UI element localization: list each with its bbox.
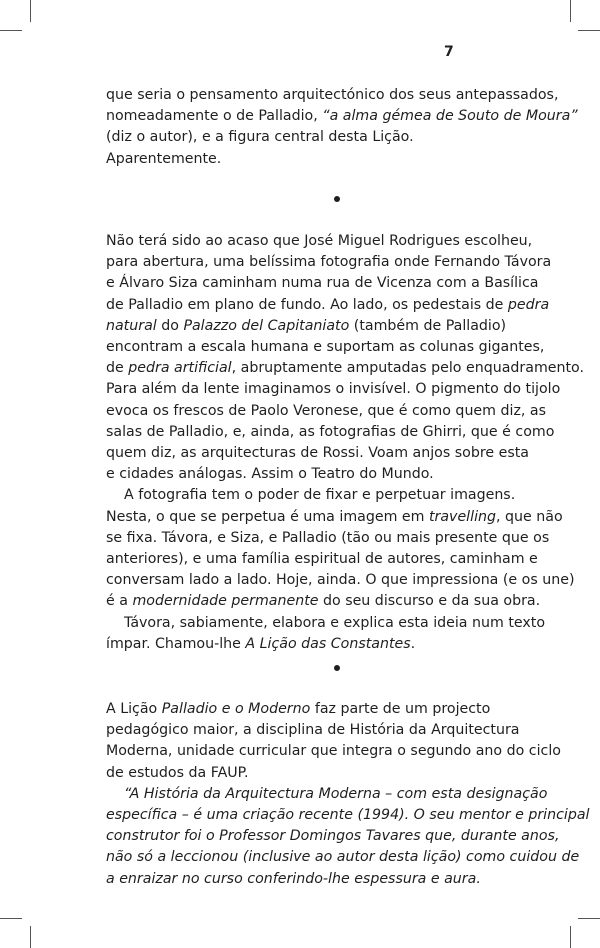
text-line	[106, 422, 555, 443]
italic-text: “A História da Arquitectura Moderna – com esta designação	[124, 785, 548, 802]
text-run: é a	[106, 593, 133, 610]
text-run: conversam lado a lado. Hoje, ainda. O que impressiona (e os une)	[106, 572, 575, 589]
text-line	[106, 295, 550, 316]
text-run: do	[156, 317, 184, 334]
text-line	[106, 507, 563, 528]
text-run: evoca os frescos de Paolo Veronese, que é como quem diz, as	[106, 402, 546, 419]
text-line	[106, 106, 578, 127]
italic-text: travelling	[428, 508, 497, 525]
text-run: Távora, sabiamente, elabora e explica esta ideia num texto	[124, 614, 546, 631]
crop-mark	[30, 0, 31, 22]
section-separator-dot	[334, 665, 340, 671]
text-line	[106, 847, 580, 868]
italic-text: Palladio e o Moderno	[161, 701, 311, 717]
section-separator-dot	[334, 196, 340, 202]
text-run: A Lição	[106, 701, 162, 717]
text-run: que seria o pensamento arquitectónico dos seus antepassados,	[106, 87, 559, 103]
italic-text: A Lição das Constantes	[245, 635, 411, 652]
crop-mark	[570, 0, 571, 22]
text-run: e cidades análogas. Assim o Teatro do Mundo.	[106, 466, 434, 483]
text-line	[106, 720, 546, 741]
text-run: nomeadamente o de Palladio,	[106, 108, 323, 125]
italic-text: natural	[106, 317, 157, 334]
italic-text: específica – é uma criação recente (1994). O seu mentor e principal	[106, 807, 590, 824]
text-line	[106, 826, 560, 847]
text-run: anteriores), e uma família espiritual de autores, caminham e	[106, 551, 538, 568]
crop-mark	[0, 918, 22, 919]
text-line	[106, 337, 546, 358]
text-line	[106, 549, 546, 570]
text-run: ímpar. Chamou-lhe	[106, 635, 246, 652]
text-line	[106, 231, 546, 252]
text-line	[106, 591, 546, 612]
italic-text: construtor foi o Professor Domingos Tavares que, durante anos,	[106, 828, 560, 845]
text-run: pedagógico maior, a disciplina de História da Arquitectura	[106, 722, 520, 739]
crop-mark	[578, 918, 600, 919]
text-run: de	[106, 360, 129, 377]
text-line	[106, 869, 546, 890]
text-run: de Palladio em plano de fundo. Ao lado, os pedestais de	[106, 296, 508, 313]
text-line	[106, 528, 550, 549]
italic-text: pedra	[507, 296, 550, 313]
text-line	[106, 784, 546, 805]
italic-text: não só a leccionou (inclusive ao autor desta lição) como cuidou de	[106, 849, 580, 866]
text-run: de estudos da FAUP.	[106, 764, 249, 781]
crop-mark	[0, 30, 22, 31]
paragraph-intro	[106, 85, 578, 170]
text-run: faz parte de um projecto	[310, 701, 491, 717]
paragraph-lesson	[106, 699, 590, 890]
text-line	[106, 273, 546, 294]
text-run: Moderna, unidade curricular que integra o segundo ano do ciclo	[106, 743, 561, 760]
text-line	[106, 485, 546, 506]
italic-text: a enraizar no curso conferindo-lhe espessura e aura.	[106, 870, 481, 887]
paragraph-photograph	[106, 231, 584, 655]
italic-text: “a alma gémea de Souto de Moura”	[322, 108, 578, 125]
italic-text: modernidade permanente	[132, 593, 319, 610]
crop-mark	[578, 30, 600, 31]
italic-text: pedra artificial	[128, 360, 232, 377]
text-run: (diz o autor), e a figura central desta Lição.	[106, 129, 414, 146]
text-run: e Álvaro Siza caminham numa rua de Vicenza com a Basílica	[106, 275, 539, 292]
text-run: do seu discurso e da sua obra.	[318, 593, 541, 610]
text-run: salas de Palladio, e, ainda, as fotografias de Ghirri, que é como	[106, 423, 555, 440]
text-run: Aparentemente.	[106, 150, 222, 167]
text-line	[106, 358, 584, 379]
text-line	[106, 252, 552, 273]
text-line	[106, 464, 546, 485]
text-run: .	[410, 635, 416, 652]
text-line	[106, 316, 546, 337]
text-run: para abertura, uma belíssima fotografia onde Fernando Távora	[106, 254, 552, 271]
text-line	[106, 763, 546, 784]
text-line	[106, 401, 546, 422]
text-line	[106, 379, 561, 400]
text-run: quem diz, as arquitecturas de Rossi. Voam anjos sobre esta	[106, 445, 529, 462]
text-run: se fixa. Távora, e Siza, e Palladio (tão ou mais presente que os	[106, 529, 550, 546]
crop-mark	[30, 926, 31, 948]
text-line	[106, 443, 546, 464]
page-number: 7	[444, 44, 454, 60]
italic-text: Palazzo del Capitaniato	[183, 317, 350, 334]
text-run: A fotografia tem o poder de fixar e perpetuar imagens.	[124, 487, 516, 504]
text-line	[106, 85, 559, 106]
text-run: Para além da lente imaginamos o invisível. O pigmento do tijolo	[106, 381, 561, 398]
text-run: encontram a escala humana e suportam as colunas gigantes,	[106, 339, 545, 356]
text-line	[106, 699, 546, 720]
text-run: Não terá sido ao acaso que José Miguel Rodrigues escolheu,	[106, 233, 533, 249]
text-line	[106, 149, 546, 170]
text-line	[106, 613, 546, 634]
text-line	[106, 805, 590, 826]
text-run: Nesta, o que se perpetua é uma imagem em	[106, 508, 429, 525]
text-line	[106, 127, 546, 148]
text-run: , que não	[496, 508, 563, 525]
text-run: , abruptamente amputadas pelo enquadramento.	[231, 360, 584, 377]
text-line	[106, 570, 575, 591]
text-line	[106, 634, 546, 655]
text-line	[106, 741, 561, 762]
crop-mark	[570, 926, 571, 948]
text-run: (também de Palladio)	[349, 317, 507, 334]
